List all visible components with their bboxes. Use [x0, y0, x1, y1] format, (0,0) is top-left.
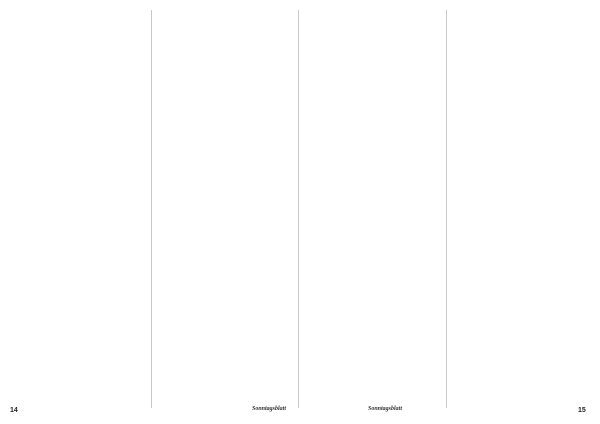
column-divider — [446, 10, 447, 408]
page-number-left: 14 — [10, 407, 18, 414]
page-number-right: 15 — [578, 407, 586, 414]
masthead-left: Sonntagsblatt — [252, 406, 287, 412]
masthead-right: Sonntagsblatt — [368, 406, 403, 412]
column-divider — [151, 10, 152, 408]
column-divider — [298, 10, 299, 408]
